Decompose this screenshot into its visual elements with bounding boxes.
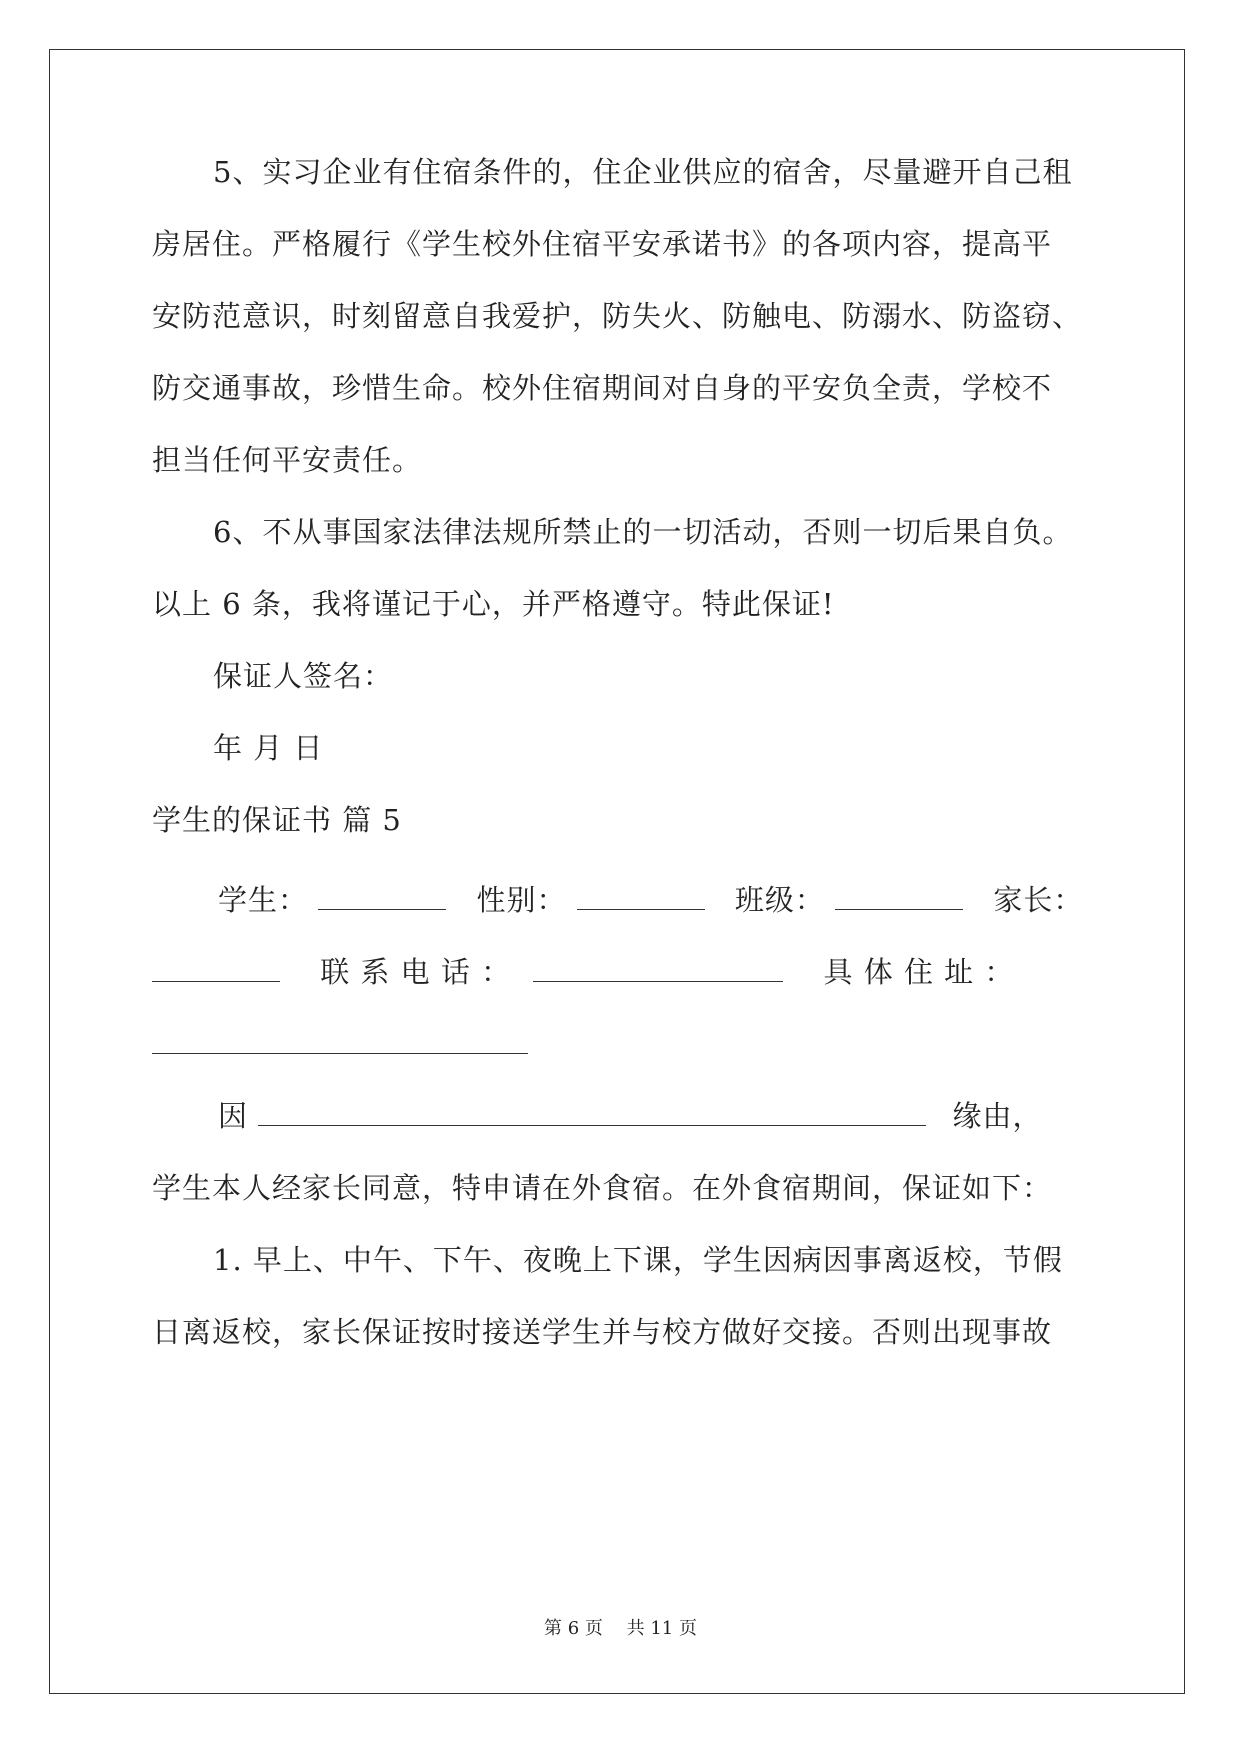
- phone-label: 联 系 电 话 ：: [320, 955, 512, 989]
- student-blank: [318, 881, 446, 910]
- paragraph-5-line-1: 5、实习企业有住宿条件的，住企业供应的宿舍，尽量避开自己租: [213, 155, 1073, 189]
- signer-label: 保证人签名：: [213, 659, 394, 693]
- paragraph-5-line-4: 防交通事故，珍惜生命。校外住宿期间对自身的平安负全责，学校不: [152, 371, 1053, 405]
- reason-row: [218, 1096, 1098, 1136]
- reason-blank: [258, 1097, 926, 1126]
- section-title: 学生的保证书 篇 5: [152, 803, 402, 837]
- student-label: 学生：: [218, 883, 309, 917]
- item-1-line-2: 日离返校，家长保证按时接送学生并与校方做好交接。否则出现事故: [152, 1315, 1053, 1349]
- parent-blank: [152, 953, 280, 982]
- paragraph-5-line-3: 安防范意识，时刻留意自我爱护，防失火、防触电、防溺水、防盗窃、: [152, 299, 1083, 333]
- phone-blank: [533, 953, 783, 982]
- intro-line: 学生本人经家长同意，特申请在外食宿。在外食宿期间，保证如下：: [152, 1171, 1053, 1205]
- form-row-3: [152, 1024, 1112, 1064]
- reason-prefix: 因: [218, 1099, 249, 1133]
- reason-suffix: 缘由，: [952, 1099, 1043, 1133]
- address-blank: [152, 1025, 528, 1054]
- paragraph-5-line-2: 房居住。严格履行《学生校外住宿平安承诺书》的各项内容，提高平: [152, 227, 1053, 261]
- paragraph-6-line-1: 6、不从事国家法律法规所禁止的一切活动，否则一切后果自负。: [213, 515, 1073, 549]
- parent-label: 家长：: [993, 883, 1084, 917]
- page-footer: 第 6 页 共 11 页: [544, 1618, 697, 1639]
- class-label: 班级：: [734, 883, 825, 917]
- form-row-1: [218, 880, 1098, 920]
- form-row-2: [152, 952, 1112, 992]
- gender-blank: [577, 881, 705, 910]
- class-blank: [835, 881, 963, 910]
- item-1-line-1: 1. 早上、中午、下午、夜晚上下课，学生因病因事离返校，节假: [213, 1243, 1063, 1277]
- date-line: 年 月 日: [213, 731, 324, 765]
- address-label: 具 体 住 址 ：: [823, 955, 1015, 989]
- summary-line: 以上 6 条，我将谨记于心，并严格遵守。特此保证!: [152, 587, 835, 621]
- gender-label: 性别：: [476, 883, 567, 917]
- paragraph-5-line-5: 担当任何平安责任。: [152, 443, 423, 477]
